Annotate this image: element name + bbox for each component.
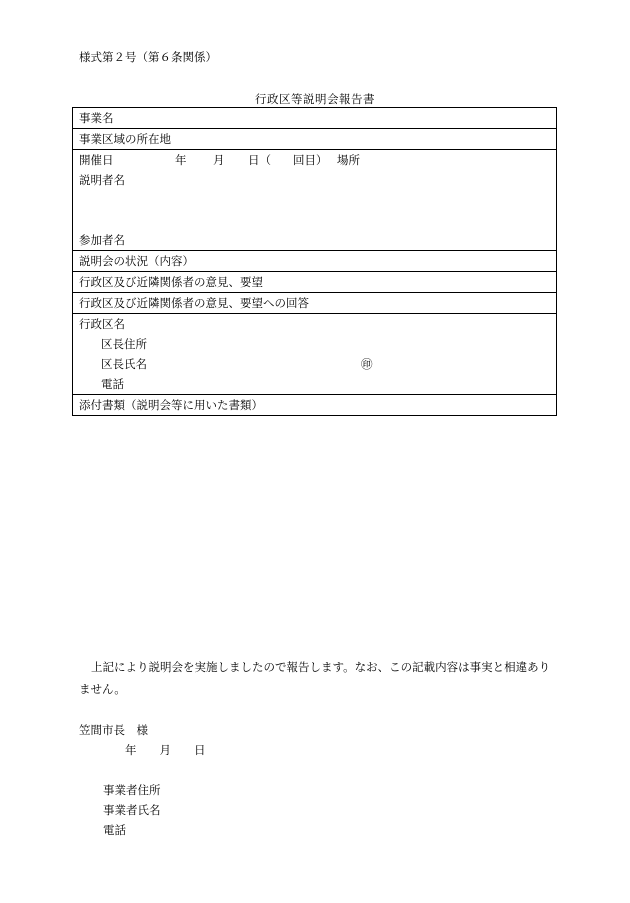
report-table bbox=[72, 107, 557, 416]
venue-label: 場所 bbox=[337, 153, 360, 167]
status-label: 説明会の状況（内容） bbox=[79, 254, 194, 268]
month-label: 月 bbox=[213, 153, 225, 167]
responses-cell[interactable] bbox=[73, 293, 557, 314]
project-location-label: 事業区域の所在地 bbox=[79, 132, 171, 146]
status-cell[interactable] bbox=[73, 251, 557, 272]
attachments-cell[interactable] bbox=[73, 395, 557, 416]
responses-label: 行政区及び近隣関係者の意見、要望への回答 bbox=[79, 296, 309, 310]
session-label: 回目） bbox=[293, 153, 328, 167]
meeting-info-cell[interactable] bbox=[73, 150, 557, 251]
phone-label: 電話 bbox=[101, 377, 124, 391]
opinions-label: 行政区及び近隣関係者の意見、要望 bbox=[79, 275, 263, 289]
applicant-phone-label: 電話 bbox=[103, 823, 126, 837]
date-label: 開催日 bbox=[79, 153, 114, 167]
document-title: 行政区等説明会報告書 bbox=[255, 92, 375, 106]
date-row bbox=[79, 150, 550, 170]
attachments-label: 添付書類（説明会等に用いた書類） bbox=[79, 398, 263, 412]
project-location-cell[interactable] bbox=[73, 129, 557, 150]
presenter-label: 説明者名 bbox=[79, 173, 125, 187]
form-number: 様式第２号（第６条関係） bbox=[79, 50, 217, 64]
addressee: 笠間市長 様 bbox=[79, 723, 148, 737]
submission-date: 年 月 日 bbox=[125, 743, 206, 757]
applicant-name-label: 事業者氏名 bbox=[103, 803, 161, 817]
seal-mark: ㊞ bbox=[361, 357, 373, 371]
district-cell[interactable] bbox=[73, 314, 557, 395]
declaration-text: 上記により説明会を実施しましたので報告します。なお、この記載内容は事実と相違ありません。 bbox=[79, 660, 551, 696]
chief-name-row bbox=[79, 354, 550, 374]
participants-label: 参加者名 bbox=[79, 233, 125, 247]
year-label: 年 bbox=[175, 153, 187, 167]
chief-name-label: 区長氏名 bbox=[101, 357, 147, 371]
district-name-label: 行政区名 bbox=[79, 317, 125, 331]
project-name-label: 事業名 bbox=[79, 111, 114, 125]
day-label: 日（ bbox=[248, 153, 271, 167]
applicant-address-label: 事業者住所 bbox=[103, 783, 161, 797]
chief-address-label: 区長住所 bbox=[101, 337, 147, 351]
project-name-cell[interactable] bbox=[73, 108, 557, 129]
opinions-cell[interactable] bbox=[73, 272, 557, 293]
